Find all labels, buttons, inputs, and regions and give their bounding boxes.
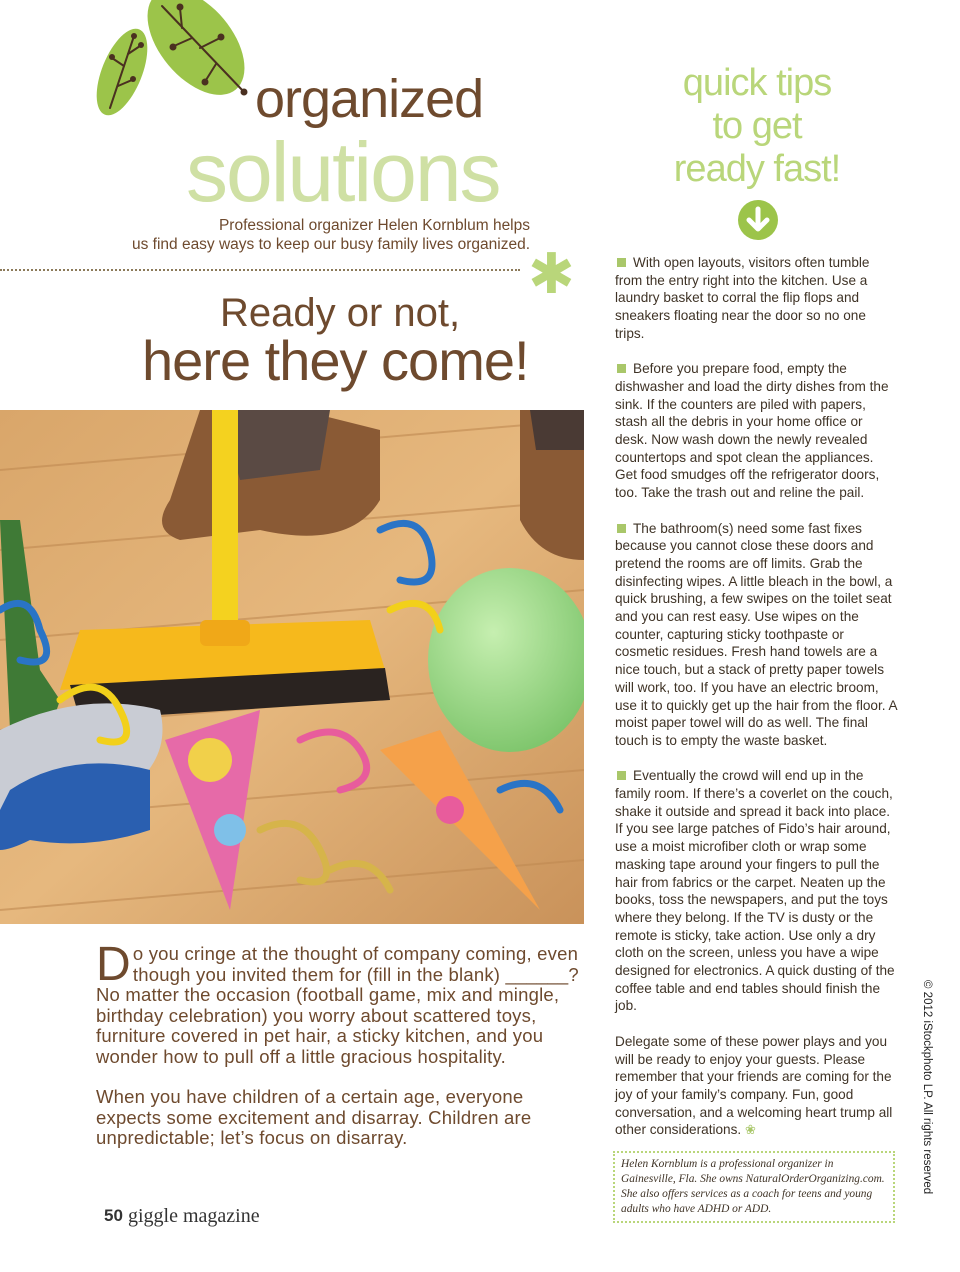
closing-paragraph <box>615 1033 897 1139</box>
intro-line-2: us find easy ways to keep our busy family lives organized. <box>131 236 530 253</box>
tips-title-line-1: quick tips <box>682 62 832 104</box>
quick-tips-list <box>615 254 897 1157</box>
dotted-divider <box>0 269 520 271</box>
tip-item <box>615 254 897 343</box>
author-bio-box: Helen Kornblum is a professional organizer in Gainesville, Fla. She owns NaturalOrderOrganizing.com. She also offers services as a coach for teens and young adults who have ADHD or ADD. <box>613 1151 895 1223</box>
end-flower-icon: ❀ <box>744 1122 756 1138</box>
asterisk-icon: ✱ <box>528 242 575 305</box>
square-bullet-icon <box>617 771 626 780</box>
intro-paragraph-1-text: o you cringe at the thought of company coming, even though you invited them for (fill in the blank) ______? No matter the occasion (football game, mix and mingle, birthday celebration) you worry about scattered toys, furniture covered in pet hair, a sticky kitchen, and you wonder how to pull off a little gracious hospitality. <box>96 943 579 1067</box>
square-bullet-icon <box>617 524 626 533</box>
intro-paragraph-2: When you have children of a certain age, everyone expects some excitement and disarray. Children are unpredictable; let’s focus on disarray. <box>96 1086 532 1148</box>
magazine-name: giggle magazine <box>128 1205 260 1227</box>
intro-text <box>130 216 530 254</box>
photo-copyright: © 2012 iStockphoto LP. All rights reserved <box>921 980 933 1195</box>
article-title-line-2: here they come! <box>142 329 529 392</box>
party-cleanup-photo <box>0 410 584 924</box>
drop-cap: D <box>96 938 131 991</box>
article-title-line-1: Ready or not, <box>220 291 461 335</box>
page-number: 50 <box>104 1206 123 1225</box>
tip-item <box>615 767 897 1015</box>
tips-title-line-3: ready fast! <box>673 148 841 190</box>
tips-title-line-2: to get <box>712 105 802 147</box>
heading-organized: organized <box>255 69 484 129</box>
tip-text: Eventually the crowd will end up in the family room. If there’s a coverlet on the couch, shake it outside and spread it back into place. If you see large patches of Fido’s hair around, use a moist microfiber cloth or wrap some masking tape around your fingers to pull the hair from fabrics or the carpet. Neaten up the books, toss the newspapers, and put the toys where they belong. If the TV is dusty or the remote is sticky, take action. Use only a dry cloth on the screen, unless you have a wipe designed for electronics. A quick dusting of the coffee table and end tables should finish the job. <box>615 768 895 1014</box>
tip-item <box>615 520 897 750</box>
heading-solutions: solutions <box>186 125 500 219</box>
tip-text: With open layouts, visitors often tumble from the entry right into the kitchen. Use a laundry basket to corral the flip flops and sneakers floating near the door so no one trips. <box>615 255 870 341</box>
tip-item <box>615 360 897 502</box>
tip-text: The bathroom(s) need some fast fixes because you cannot close these doors and pretend the rooms are off limits. Grab the disinfecting wipes. A little bleach in the bowl, a quick brushing, a few swipes on the toilet seat and you can rest easy. Use wipes on the counter, capturing sticky toothpaste or cosmetic residues. Fresh hand towels are a nice touch, but a stack of pretty paper towels will work, too. If you have an electric broom, use it to quickly get up the hair from the floor. A moist paper towel will do as well. The final touch is to empty the waste basket. <box>615 520 897 748</box>
square-bullet-icon <box>617 258 626 267</box>
quick-tips-heading <box>652 62 862 191</box>
square-bullet-icon <box>617 364 626 373</box>
intro-paragraph-1 <box>96 938 588 1067</box>
article-intro-body <box>96 938 588 1169</box>
leaf-branch-icon <box>96 0 256 130</box>
closing-text: Delegate some of these power plays and you will be ready to enjoy your guests. Please remember that your friends are coming for the joy of your family’s company. Fun, good conversation, and a welcoming heart trump all other considerations. <box>615 1033 893 1138</box>
down-arrow-circle-icon <box>738 200 778 240</box>
intro-line-1: Professional organizer Helen Kornblum helps <box>218 217 530 234</box>
tip-text: Before you prepare food, empty the dishwasher and load the dirty dishes from the sink. If the counters are piled with papers, stash all the debris in your home office or desk. Now wash down the newly revealed countertops and spot clean the appliances. Get food smudges off the refrigerator doors, too. Take the trash out and reline the pail. <box>615 361 889 501</box>
